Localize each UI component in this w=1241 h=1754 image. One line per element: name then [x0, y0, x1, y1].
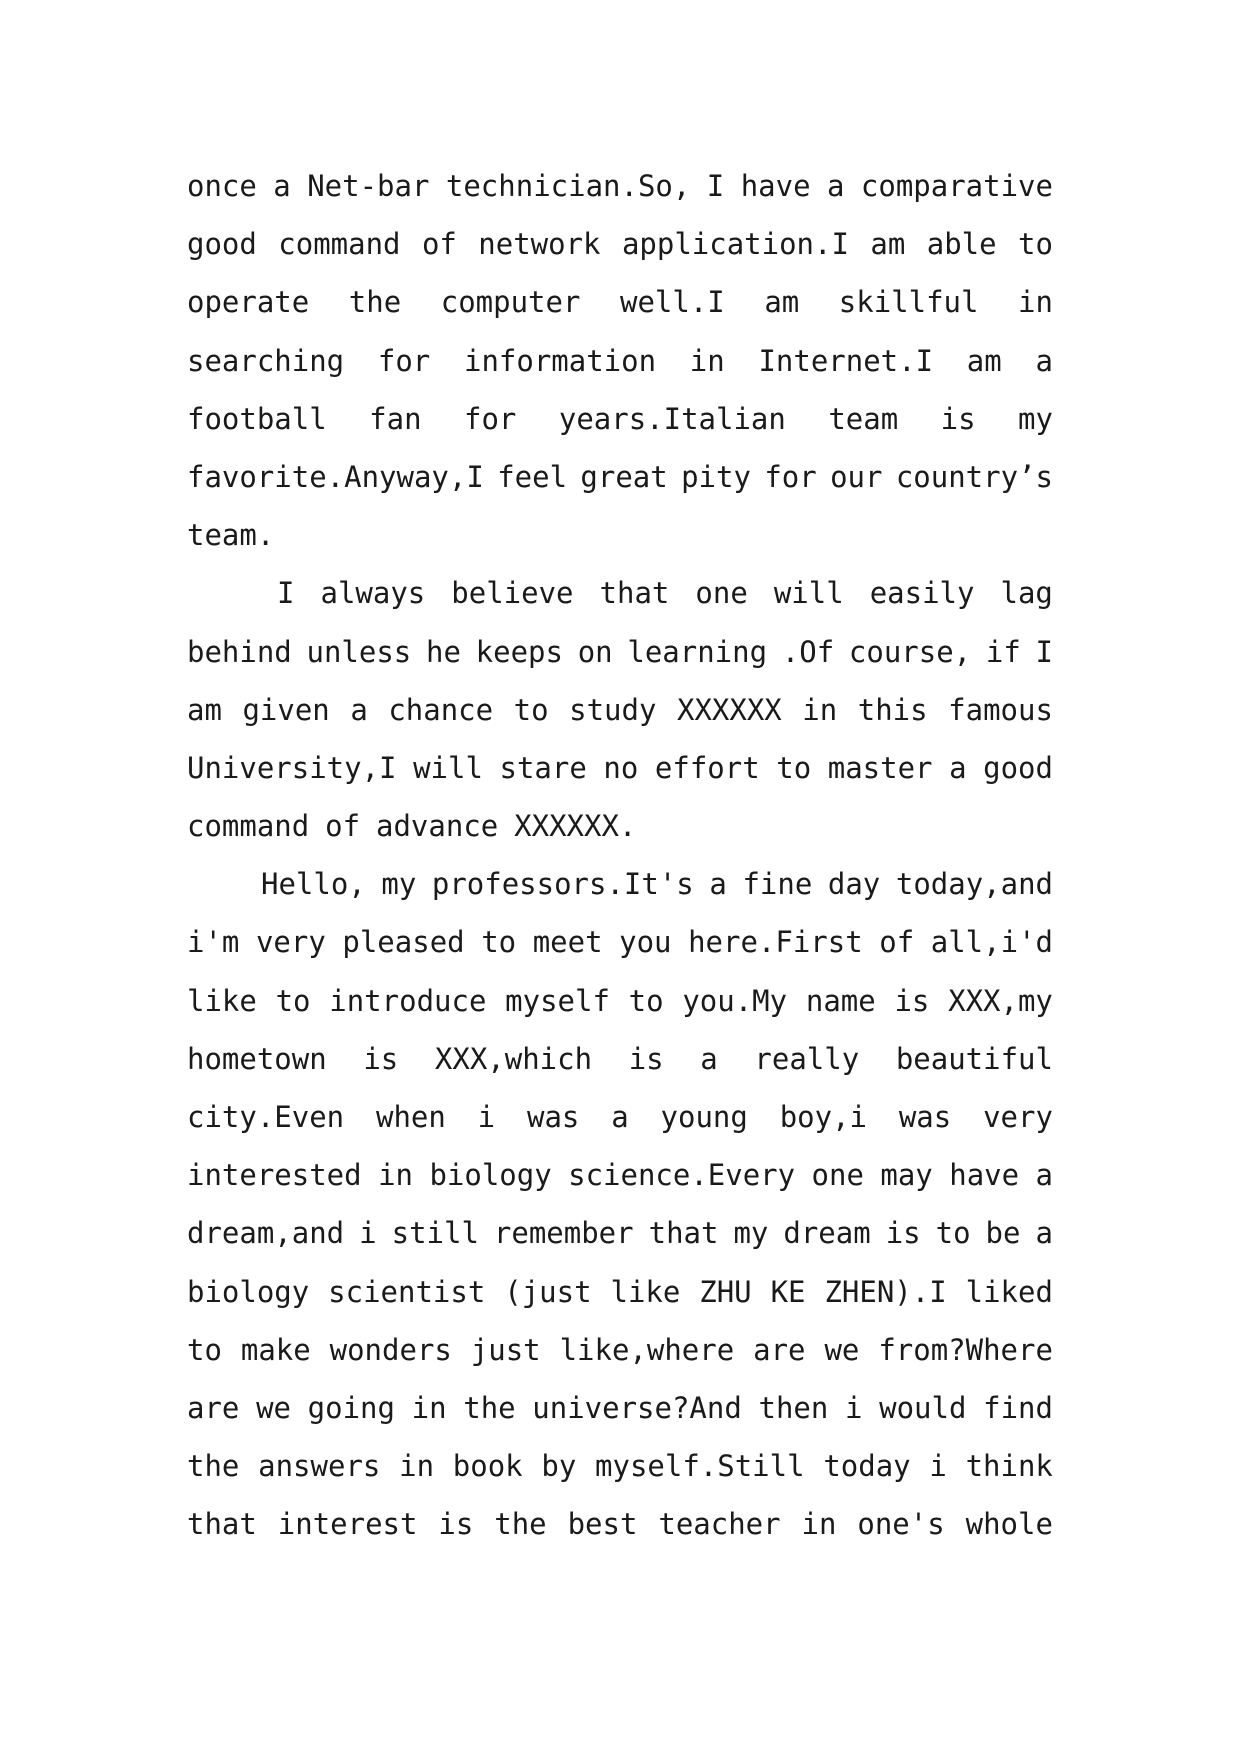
text-line: biology scientist (just like ZHU KE ZHEN).I liked [187, 1274, 1053, 1309]
text-line: University,I will stare no effort to master a good [187, 750, 1053, 785]
text-line: Hello, my professors.It's a fine day today,and [261, 867, 1053, 902]
text-line: once a Net-bar technician.So, I have a comparative [187, 169, 1053, 203]
text-line: searching for information in Internet.I am a [187, 343, 1053, 378]
text-line: like to introduce myself to you.My name is XXX,my [187, 983, 1053, 1018]
text-line: that interest is the best teacher in one's whole [187, 1507, 1053, 1542]
text-line: operate the computer well.I am skillful in [187, 285, 1053, 320]
text-line: are we going in the universe?And then i would find [187, 1390, 1053, 1425]
text-line: the answers in book by myself.Still today i think [187, 1449, 1053, 1484]
text-line: command of advance XXXXXX. [187, 809, 637, 844]
paragraph-introduction [187, 855, 1053, 1553]
text-line: football fan for years.Italian team is my [187, 401, 1053, 436]
paragraph-skills [187, 157, 1053, 564]
text-line: to make wonders just like,where are we from?Where [187, 1332, 1053, 1367]
document-body [187, 157, 1053, 1554]
paragraph-learning [187, 564, 1053, 855]
text-line: good command of network application.I am able to [187, 227, 1053, 262]
text-line: I always believe that one will easily lag [277, 576, 1053, 611]
text-line: team. [187, 518, 275, 553]
text-line: favorite.Anyway,I feel great pity for our country’s [187, 459, 1053, 494]
text-line: behind unless he keeps on learning .Of course, if I [187, 634, 1053, 669]
text-line: am given a chance to study XXXXXX in this famous [187, 692, 1053, 727]
text-line: dream,and i still remember that my dream is to be a [187, 1216, 1053, 1251]
text-line: interested in biology science.Every one may have a [187, 1158, 1053, 1193]
text-line: hometown is XXX,which is a really beautiful [187, 1041, 1053, 1076]
text-line: i'm very pleased to meet you here.First of all,i'd [187, 925, 1053, 960]
text-line: city.Even when i was a young boy,i was very [187, 1100, 1053, 1134]
